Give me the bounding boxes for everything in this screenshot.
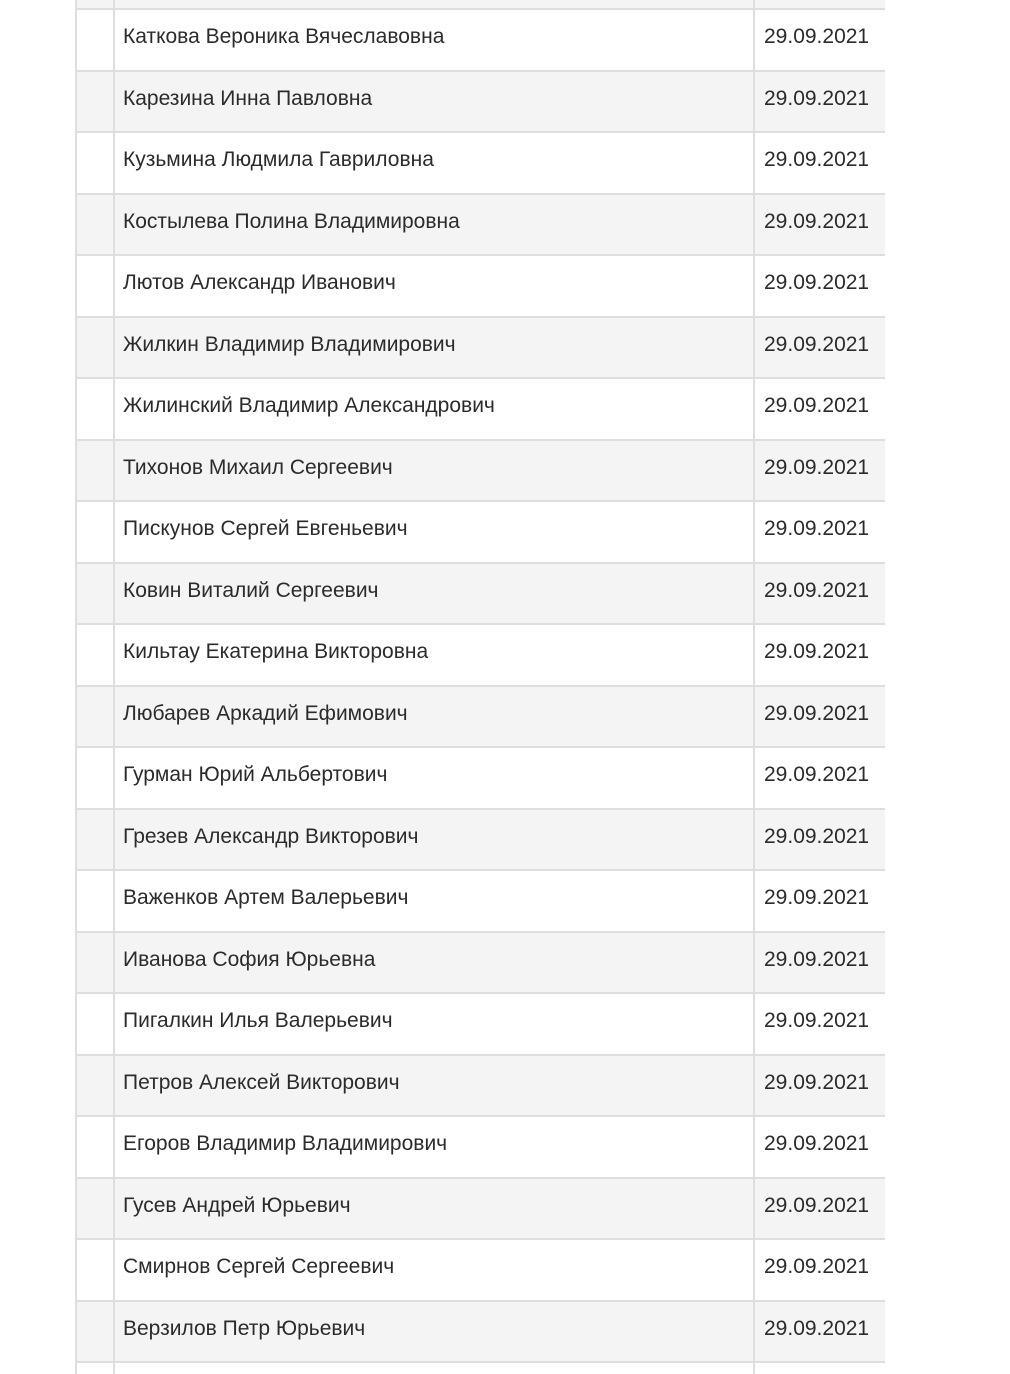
inclusion-date: 29.09.2021: [764, 640, 870, 663]
person-name: Тихонов Михаил Сергеевич: [123, 455, 393, 479]
person-name: Ковин Виталий Сергеевич: [123, 578, 379, 602]
spacer-cell: [75, 564, 113, 624]
date-cell: [753, 379, 883, 439]
spacer-cell: [75, 1302, 113, 1362]
spacer-cell: [75, 133, 113, 193]
inclusion-date: 29.09.2021: [764, 332, 870, 356]
inclusion-date: 29.09.2021: [764, 824, 870, 848]
date-cell: [753, 256, 883, 316]
table-row: [75, 1302, 885, 1364]
person-name: Пискунов Сергей Евгеньевич: [123, 517, 408, 540]
spacer-cell: [75, 1363, 113, 1374]
person-name: Гусев Андрей Юрьевич: [123, 1193, 351, 1217]
name-cell: [113, 625, 753, 685]
table-row: [75, 871, 885, 933]
name-cell: [113, 133, 753, 193]
name-cell: [113, 10, 753, 70]
name-cell: [113, 687, 753, 747]
table-row: [75, 933, 885, 995]
inclusion-date: 29.09.2021: [764, 1255, 870, 1278]
date-cell: [753, 1117, 883, 1177]
spacer-cell: [75, 748, 113, 808]
spacer-cell: [75, 195, 113, 255]
table-row: [75, 994, 885, 1056]
date-cell: [753, 748, 883, 808]
name-cell: [113, 502, 753, 562]
date-cell: [753, 1056, 883, 1116]
table-row: [75, 1240, 885, 1302]
name-cell: [113, 379, 753, 439]
inclusion-date: 29.09.2021: [764, 1070, 870, 1094]
date-cell: [753, 871, 883, 931]
spacer-cell: [75, 810, 113, 870]
spacer-cell: [75, 318, 113, 378]
spacer-cell: [75, 10, 113, 70]
spacer-cell: [75, 0, 113, 8]
date-cell: [753, 810, 883, 870]
spacer-cell: [75, 256, 113, 316]
spacer-cell: [75, 625, 113, 685]
date-cell: [753, 1302, 883, 1362]
inclusion-date: 29.09.2021: [764, 148, 870, 171]
person-name: Каткова Вероника Вячеславовна: [123, 25, 445, 48]
inclusion-date: 29.09.2021: [764, 578, 870, 602]
table-row: [75, 72, 885, 134]
inclusion-date: 29.09.2021: [764, 271, 870, 294]
person-name: Костылева Полина Владимировна: [123, 209, 460, 233]
person-name: Любарев Аркадий Ефимович: [123, 701, 408, 725]
person-name: Грезев Александр Викторович: [123, 824, 419, 848]
table-row: [75, 256, 885, 318]
person-name: Иванова София Юрьевна: [123, 947, 376, 971]
date-cell: [753, 195, 883, 255]
people-table: [75, 0, 885, 1374]
person-name: Важенков Артем Валерьевич: [123, 886, 409, 909]
date-cell: [753, 994, 883, 1054]
inclusion-date: 29.09.2021: [764, 1132, 870, 1155]
inclusion-date: 29.09.2021: [764, 1009, 870, 1032]
person-name: Егоров Владимир Владимирович: [123, 1132, 448, 1155]
person-name: Петров Алексей Викторович: [123, 1070, 400, 1094]
person-name: Пигалкин Илья Валерьевич: [123, 1009, 393, 1032]
spacer-cell: [75, 441, 113, 501]
name-cell: [113, 1363, 753, 1374]
inclusion-date: 29.09.2021: [764, 25, 870, 48]
table-row: [75, 379, 885, 441]
name-cell: [113, 1117, 753, 1177]
person-name: Верзилов Петр Юрьевич: [123, 1316, 366, 1340]
date-cell: [753, 687, 883, 747]
name-cell: [113, 994, 753, 1054]
person-name: Кильтау Екатерина Викторовна: [123, 640, 429, 663]
date-cell: [753, 441, 883, 501]
name-cell: [113, 1302, 753, 1362]
person-name: Смирнов Сергей Сергеевич: [123, 1255, 395, 1278]
table-row-partial-bottom: [75, 1363, 885, 1374]
spacer-cell: [75, 1117, 113, 1177]
person-name: Гурман Юрий Альбертович: [123, 763, 388, 786]
name-cell: [113, 810, 753, 870]
person-name: Кузьмина Людмила Гавриловна: [123, 148, 434, 171]
date-cell: [753, 318, 883, 378]
spacer-cell: [75, 72, 113, 132]
table-row: [75, 1117, 885, 1179]
person-name: Лютов Александр Иванович: [123, 271, 396, 294]
inclusion-date: 29.09.2021: [764, 517, 870, 540]
name-cell: [113, 748, 753, 808]
inclusion-date: 29.09.2021: [764, 1193, 870, 1217]
name-cell: [113, 72, 753, 132]
name-cell: [113, 256, 753, 316]
date-cell: [753, 564, 883, 624]
table-row: [75, 1179, 885, 1241]
table-row: [75, 502, 885, 564]
spacer-cell: [75, 379, 113, 439]
date-cell: [753, 10, 883, 70]
person-name: Жилинский Владимир Александрович: [123, 394, 495, 417]
date-cell: [753, 72, 883, 132]
name-cell: [113, 441, 753, 501]
table-row: [75, 10, 885, 72]
person-name: Карезина Инна Павловна: [123, 86, 373, 110]
inclusion-date: 29.09.2021: [764, 886, 870, 909]
date-cell: [753, 1179, 883, 1239]
spacer-cell: [75, 994, 113, 1054]
name-cell: [113, 318, 753, 378]
name-cell: [113, 1056, 753, 1116]
spacer-cell: [75, 933, 113, 993]
spacer-cell: [75, 502, 113, 562]
table-row: [75, 625, 885, 687]
table-row: [75, 1056, 885, 1118]
date-cell: [753, 1363, 883, 1374]
person-name: Жилкин Владимир Владимирович: [123, 332, 456, 356]
name-cell: [113, 195, 753, 255]
spacer-cell: [75, 1179, 113, 1239]
table-row: [75, 318, 885, 380]
name-cell: [113, 871, 753, 931]
table-row-partial-top: [75, 0, 885, 10]
name-cell: [113, 564, 753, 624]
spacer-cell: [75, 1056, 113, 1116]
date-cell: [753, 502, 883, 562]
spacer-cell: [75, 871, 113, 931]
table-row: [75, 810, 885, 872]
inclusion-date: 29.09.2021: [764, 947, 870, 971]
inclusion-date: 29.09.2021: [764, 1316, 870, 1340]
table-row: [75, 687, 885, 749]
inclusion-date: 29.09.2021: [764, 701, 870, 725]
inclusion-date: 29.09.2021: [764, 209, 870, 233]
spacer-cell: [75, 1240, 113, 1300]
spacer-cell: [75, 687, 113, 747]
table-row: [75, 441, 885, 503]
table-row: [75, 748, 885, 810]
name-cell: [113, 1179, 753, 1239]
table-row: [75, 195, 885, 257]
table-row: [75, 564, 885, 626]
name-cell: [113, 933, 753, 993]
date-cell: [753, 625, 883, 685]
name-cell: [113, 1240, 753, 1300]
date-cell: [753, 933, 883, 993]
inclusion-date: 29.09.2021: [764, 763, 870, 786]
date-cell: [753, 1240, 883, 1300]
table-row: [75, 133, 885, 195]
inclusion-date: 29.09.2021: [764, 86, 870, 110]
date-cell: [753, 133, 883, 193]
inclusion-date: 29.09.2021: [764, 455, 870, 479]
inclusion-date: 29.09.2021: [764, 394, 870, 417]
